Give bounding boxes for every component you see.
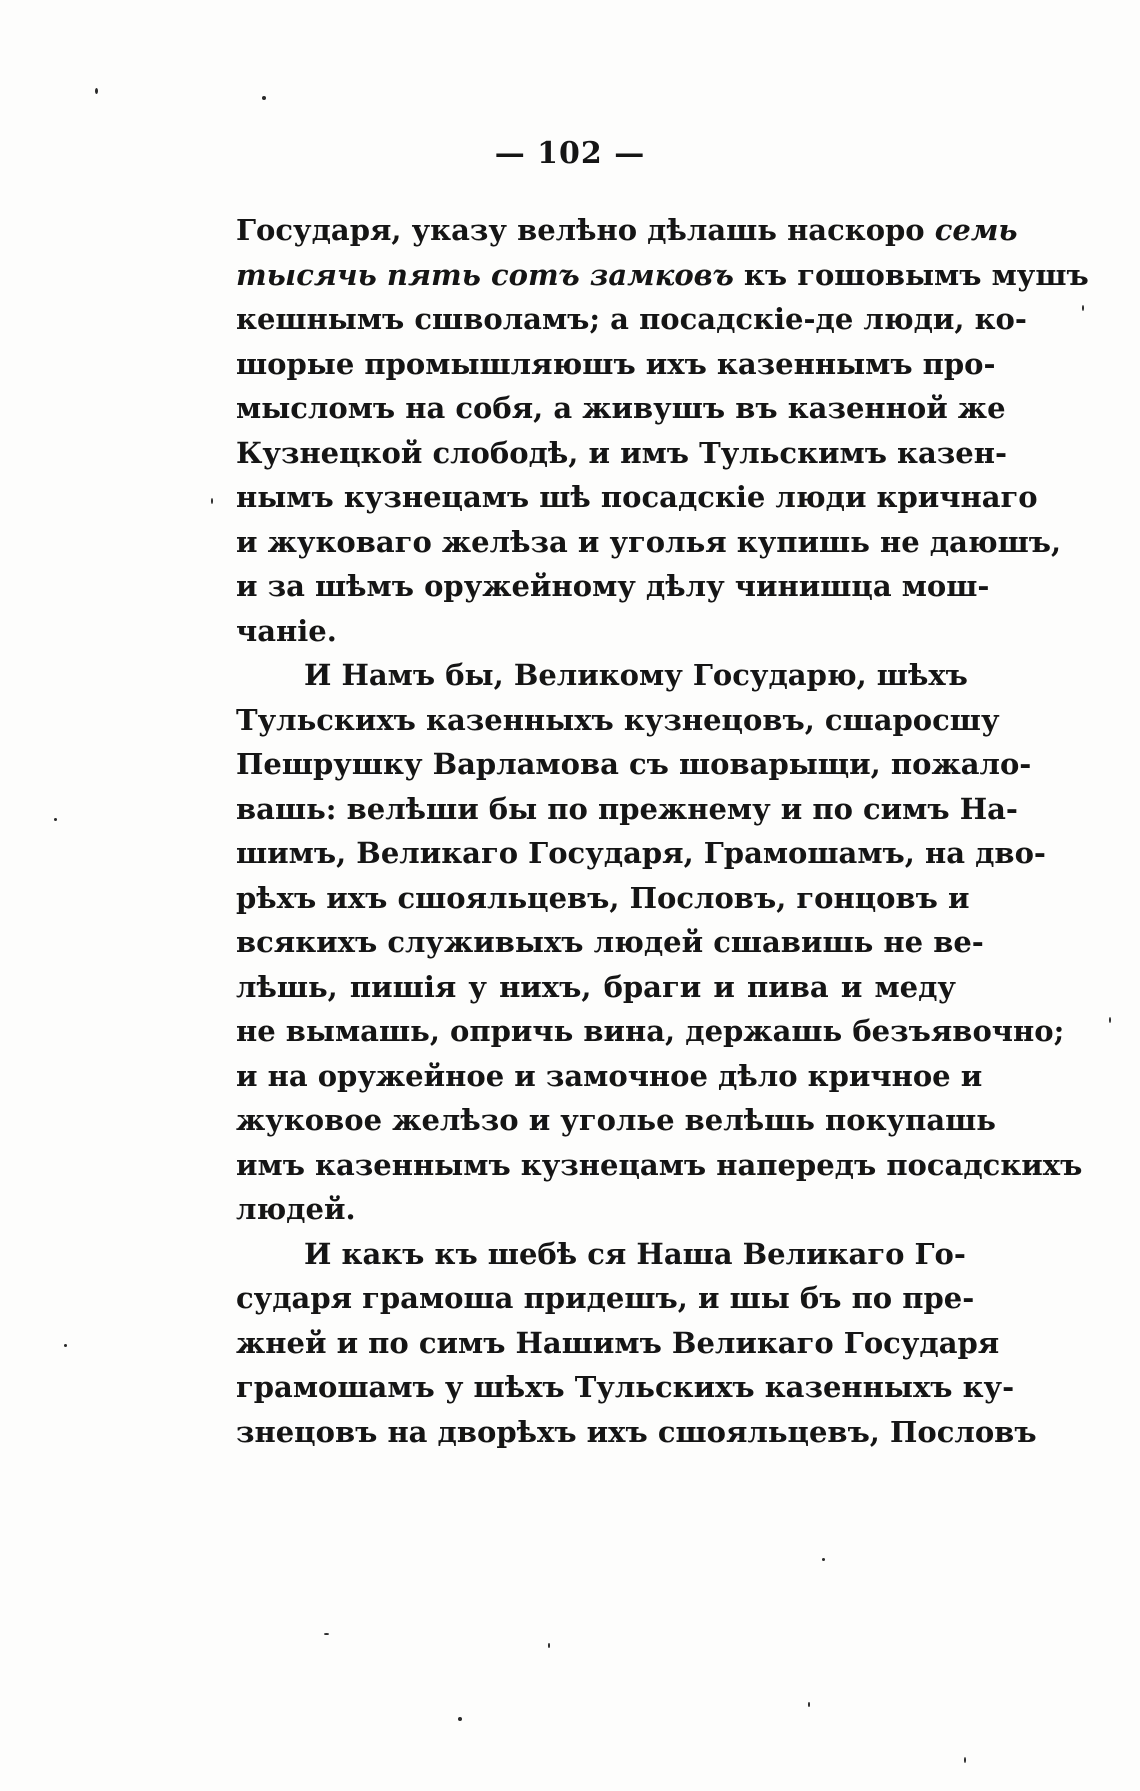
text-line: не вымашь, опричь вина, держашь безъявочно; [236, 1014, 1065, 1048]
line-text: къ гошовымъ мушъ [733, 257, 1089, 292]
scan-speck [64, 1344, 67, 1347]
scan-speck [95, 88, 98, 94]
text-line: рѣхъ ихъ сшояльцевъ, Пословъ, гонцовъ и [236, 880, 970, 915]
text-line: и жуковаго желѣза и уголья купишь не даюшъ, [236, 524, 1062, 559]
text-line: и за шѣмъ оружейному дѣлу чинишца мош- [236, 569, 990, 603]
scan-speck [262, 96, 266, 100]
scan-speck [964, 1757, 966, 1763]
scan-speck [324, 1633, 329, 1635]
paragraph-start: И Намъ бы, Великому Государю, шѣхъ [304, 658, 968, 692]
scan-speck [822, 1558, 825, 1561]
text-line: нымъ кузнецамъ шѣ посадскіе люди кричнаго [236, 480, 1038, 514]
paragraph-start: И какъ къ шебѣ ся Наша Великаго Го- [304, 1236, 966, 1271]
line-text: Государя, указу велѣно дѣлашь наскоро [236, 213, 935, 247]
italic-text: семь [934, 213, 1018, 247]
text-line: Тульскихъ казенныхъ кузнецовъ, сшаросшу [236, 702, 1000, 737]
scan-speck [808, 1702, 810, 1707]
italic-text: тысячь пять сотъ замковъ [236, 257, 734, 292]
text-line: и на оружейное и замочное дѣло кричное и [236, 1058, 983, 1093]
text-line: вашь: велѣши бы по прежнему и по симъ На- [236, 791, 1018, 826]
scan-speck [1082, 305, 1084, 311]
text-line: Пешрушку Варламова съ шоварыщи, пожало- [236, 747, 1032, 781]
text-line: Кузнецкой слободѣ, и имъ Тульскимъ казен- [236, 435, 1008, 470]
text-line: шорые промышляюшъ ихъ казеннымъ про- [236, 346, 996, 381]
text-line: чаніе. [236, 613, 337, 648]
text-line: всякихъ служивыхъ людей сшавишь не ве- [236, 925, 984, 959]
page-number: — 102 — [494, 136, 646, 171]
body-text [236, 208, 1089, 1454]
text-line [236, 208, 1018, 253]
text-line: жней и по симъ Нашимъ Великаго Государя [236, 1325, 1000, 1360]
text-line [236, 253, 1089, 298]
text-line: мысломъ на собя, а живушъ въ казенной же [236, 391, 1006, 425]
text-line: кешнымъ сшволамъ; а посадскіе-де люди, ко- [236, 302, 1027, 336]
text-line: жуковое желѣзо и уголье велѣшь покупашь [236, 1103, 996, 1137]
text-line: людей. [236, 1192, 356, 1226]
scan-speck [458, 1717, 462, 1721]
scan-speck [1109, 1017, 1111, 1023]
text-line: грамошамъ у шѣхъ Тульскихъ казенныхъ ку- [236, 1370, 1015, 1404]
text-line: знецовъ на дворѣхъ ихъ сшояльцевъ, Пословъ [236, 1414, 1037, 1449]
text-line: имъ казеннымъ кузнецамъ напередъ посадскихъ [236, 1147, 1083, 1182]
scan-speck [211, 498, 213, 504]
text-line: лѣшь, пишія у нихъ, браги и пива и меду [236, 969, 956, 1004]
text-line: шимъ, Великаго Государя, Грамошамъ, на дво- [236, 836, 1046, 870]
scan-speck [548, 1643, 550, 1648]
scan-speck [54, 818, 57, 821]
text-line: сударя грамоша придешъ, и шы бъ по пре- [236, 1281, 975, 1315]
